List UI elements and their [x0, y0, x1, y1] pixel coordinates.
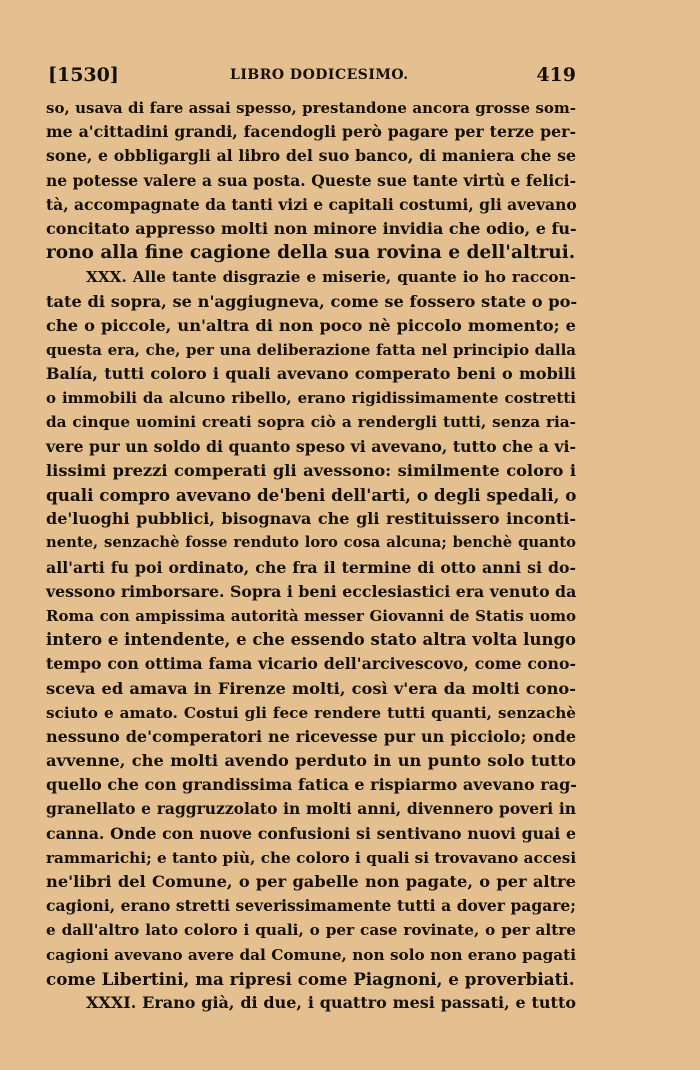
text-line: vere pur un soldo di quanto speso vi avevano, tutto che a vi-	[46, 436, 577, 456]
page-body	[46, 96, 576, 1015]
text-line: de'luoghi pubblici, bisognava che gli restituissero inconti-	[46, 509, 576, 529]
text-line: che o piccole, un'altra di non poco nè piccolo momento; e	[46, 315, 576, 335]
text-line: questa era, che, per una deliberazione fatta nel principio dalla	[46, 340, 576, 359]
text-line: concitato appresso molti non minore invidia che odio, e fu-	[46, 218, 577, 238]
text-line: me a'cittadini grandi, facendogli però pagare per terze per-	[46, 122, 576, 142]
text-line: quali compro avevano de'beni dell'arti, o degli spedali, o	[46, 485, 577, 505]
page-number: 419	[536, 64, 576, 86]
text-line: granellato e raggruzzolato in molti anni, divennero poveri in	[46, 799, 576, 819]
text-line: cagioni avevano avere dal Comune, non solo non erano pagati	[46, 945, 576, 964]
text-line: nente, senzachè fosse renduto loro cosa alcuna; benchè quanto	[46, 534, 576, 552]
text-line: lissimi prezzi comperati gli avessono: similmente coloro i	[46, 460, 576, 480]
text-line: sone, e obbligargli al libro del suo banco, di maniera che se	[46, 146, 576, 166]
text-line: canna. Onde con nuove confusioni si sentivano nuovi guai e	[46, 823, 576, 843]
text-line: da cinque uomini creati sopra ciò a rendergli tutti, senza ria-	[46, 413, 576, 432]
text-line: sceva ed amava in Firenze molti, così v'era da molti cono-	[46, 678, 576, 698]
text-line: vessono rimborsare. Sopra i beni ecclesiastici era venuto da	[46, 581, 577, 601]
text-line: tà, accompagnate da tanti vizi e capitali costumi, gli avevano	[46, 194, 577, 214]
text-line: rono alla fine cagione della sua rovina e dell'altrui.	[46, 242, 576, 264]
header-book-title: LIBRO DODICESIMO.	[230, 67, 409, 83]
text-line: tate di sopra, se n'aggiugneva, come se fossero state o po-	[46, 291, 578, 311]
text-line: ne'libri del Comune, o per gabelle non pagate, o per altre	[46, 872, 576, 891]
text-line: tempo con ottima fama vicario dell'arcivescovo, come cono-	[46, 654, 576, 674]
text-line: ne potesse valere a sua posta. Queste sue tante virtù e felici-	[46, 170, 576, 190]
text-line: quello che con grandissima fatica e rispiarmo avevano rag-	[46, 775, 577, 795]
text-line: cagioni, erano stretti severissimamente tutti a dover pagare;	[46, 896, 576, 916]
text-line: so, usava di fare assai spesso, prestandone ancora grosse som-	[46, 99, 576, 117]
text-line: come Libertini, ma ripresi come Piagnoni, e proverbiati.	[46, 968, 575, 989]
text-line: o immobili da alcuno ribello, erano rigidissimamente costretti	[46, 389, 576, 408]
text-line: all'arti fu poi ordinato, che fra il termine di otto anni si do-	[46, 557, 576, 577]
text-line: Balía, tutti coloro i quali avevano comperato beni o mobili	[46, 364, 576, 384]
text-line: intero e intendente, e che essendo stato altra volta lungo	[46, 630, 576, 650]
text-line: e dall'altro lato coloro i quali, o per case rovinate, o per altre	[46, 921, 576, 940]
header-year: [1530]	[48, 64, 119, 86]
text-line: Roma con ampissima autorità messer Giovanni de Statis uomo	[46, 606, 576, 625]
text-line: sciuto e amato. Costui gli fece rendere tutti quanti, senzachè	[46, 703, 576, 722]
text-line: nessuno de'comperatori ne ricevesse pur un picciolo; onde	[46, 726, 576, 746]
text-line: avvenne, che molti avendo perduto in un punto solo tutto	[46, 751, 576, 771]
text-line: rammarichi; e tanto più, che coloro i quali si trovavano accesi	[46, 848, 577, 867]
section-xxx-start: XXX. Alle tante disgrazie e miserie, quante io ho raccon-	[86, 268, 576, 287]
section-xxxi-start: XXXI. Erano già, di due, i quattro mesi passati, e tutto	[86, 992, 576, 1012]
running-header	[48, 64, 576, 90]
